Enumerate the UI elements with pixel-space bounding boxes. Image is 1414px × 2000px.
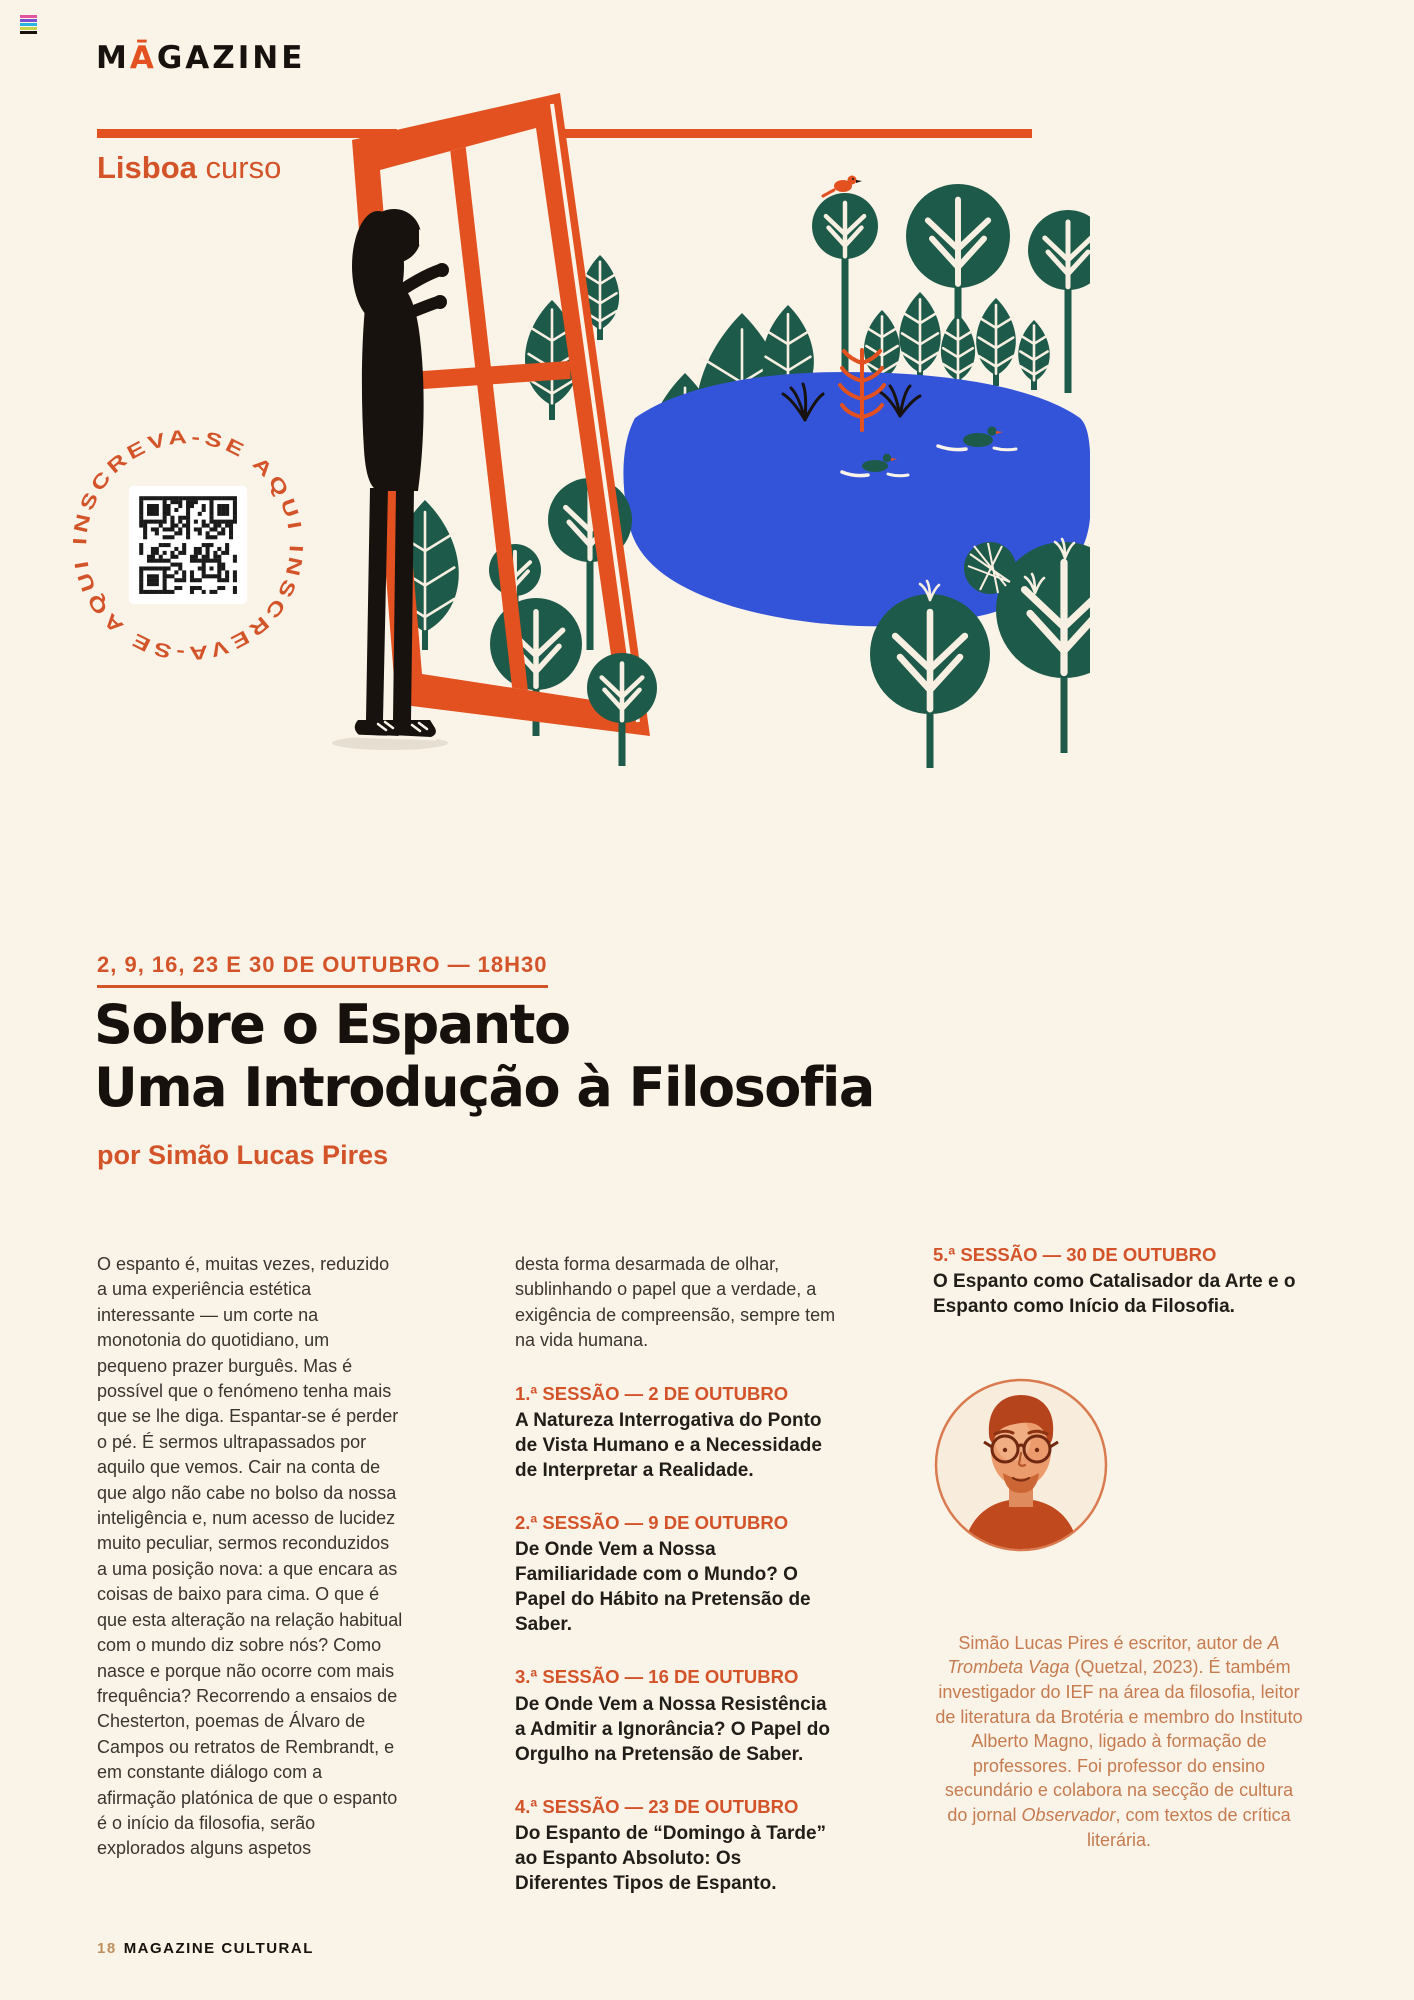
color-bar-black — [20, 31, 37, 34]
session-description: A Natureza Interrogativa do Ponto de Vista Humano e a Necessidade de Interpretar a Realidade. — [515, 1410, 822, 1482]
logo-accent-letter: Ā — [129, 40, 157, 76]
section-title — [97, 150, 281, 186]
footer-label: MAGAZINE CULTURAL — [123, 1940, 314, 1957]
session-item-2 — [515, 1510, 837, 1637]
title-line1: Sobre o Espanto — [94, 993, 570, 1056]
logo-part2: GAZINE — [156, 40, 306, 76]
section-city: Lisboa — [97, 150, 197, 185]
session-heading: 2.ª SESSÃO — 9 DE OUTUBRO — [515, 1512, 789, 1534]
event-dates: 2, 9, 16, 23 E 30 DE OUTUBRO — 18H30 — [97, 952, 548, 988]
session-item-4 — [515, 1794, 837, 1896]
intro-text: O espanto é, muitas vezes, reduzido a uma experiência estética interessante — um corte na monotonia do quotidiano, um pequeno prazer burguês. Mas é possível que o fenómeno tenha mais que se lhe diga. Espantar-se é perder o pé. É sermos ultrapassados por aquilo que vemos. Cair na conta de que algo não cabe no bolso da nossa inteligência e, num acesso de lucidez muito peculiar, sermos reconduzidos a uma posição nova: a que encara as coisas de baixo para cima. O que é que esta alteração na relação habitual com o mundo diz sobre nós? Como nasce e porque não ocorre com mais frequência? Recorrendo a ensaios de Chesterton, poemas de Álvaro de Campos ou retratos de Rembrandt, e em constante diálogo com a afirmação platónica de que o espanto é o início da filosofia, serão explorados alguns aspetos — [97, 1254, 403, 1859]
session-item-5 — [933, 1242, 1305, 1319]
bio-text: Simão Lucas Pires é escritor, autor de — [958, 1632, 1268, 1653]
qr-badge[interactable] — [66, 423, 310, 667]
session-description: De Onde Vem a Nossa Resistência a Admitir a Ignorância? O Papel do Orgulho na Pretensão de Saber. — [515, 1693, 830, 1765]
session-heading: 5.ª SESSÃO — 30 DE OUTUBRO — [933, 1244, 1217, 1265]
title-line2: Uma Introdução à Filosofia — [94, 1056, 874, 1119]
page-number: 18 — [97, 1940, 117, 1957]
page-footer — [97, 1940, 314, 1957]
bio-text: , com textos de crítica literária. — [1086, 1804, 1291, 1850]
session-heading: 4.ª SESSÃO — 23 DE OUTUBRO — [515, 1795, 799, 1817]
session-heading: 1.ª SESSÃO — 2 DE OUTUBRO — [515, 1382, 789, 1404]
session-heading: 3.ª SESSÃO — 16 DE OUTUBRO — [515, 1666, 799, 1688]
column-3 — [933, 1242, 1305, 1852]
byline: por Simão Lucas Pires — [97, 1140, 389, 1170]
intro-continuation: desta forma desarmada de olhar, sublinhando o papel que a verdade, a exigência de compreensão, sempre tem na vida humana. — [515, 1254, 836, 1351]
session-description: De Onde Vem a Nossa Familiaridade com o Mundo? O Papel do Hábito na Pretensão de Saber. — [515, 1539, 811, 1636]
color-bar-magenta — [20, 15, 37, 18]
column-2 — [515, 1252, 837, 1896]
bio-text: (Quetzal, 2023). É também investigador do IEF na área da filosofia, leitor de literatura da Brotéria e membro do Instituto Alberto Magno, ligado à formação de professores. Foi professor do ensino secundário e colabora na secção de cultura do jornal — [935, 1657, 1303, 1825]
woman-figure — [332, 209, 449, 750]
bird-icon — [823, 176, 862, 197]
qr-circular-text: INSCREVA-SE AQUI INSCREVA-SE AQUI — [70, 427, 306, 663]
session-description: O Espanto como Catalisador da Arte e o Espanto como Início da Filosofia. — [933, 1271, 1296, 1318]
crosshatch-bush — [964, 542, 1016, 594]
color-bar-cyan — [20, 23, 37, 26]
color-bar-purple — [20, 19, 37, 22]
hero-illustration — [290, 88, 1090, 768]
color-bar-yellow — [20, 27, 37, 30]
author-bio — [933, 1631, 1305, 1852]
intro-column-1 — [97, 1252, 403, 1862]
magazine-logo — [96, 40, 305, 76]
author-portrait — [933, 1377, 1109, 1553]
print-color-mark-icon — [20, 15, 37, 34]
section-kind: curso — [205, 150, 282, 185]
session-item-3 — [515, 1664, 837, 1766]
bio-book-title: A Trombeta Vaga — [947, 1632, 1280, 1678]
page-title — [94, 993, 874, 1119]
session-item-1 — [515, 1381, 837, 1483]
session-description: Do Espanto de “Domingo à Tarde” ao Espanto Absoluto: Os Diferentes Tipos de Espanto. — [515, 1823, 827, 1895]
bio-journal-name: Observador — [1021, 1804, 1116, 1825]
logo-part1: M — [96, 40, 130, 76]
